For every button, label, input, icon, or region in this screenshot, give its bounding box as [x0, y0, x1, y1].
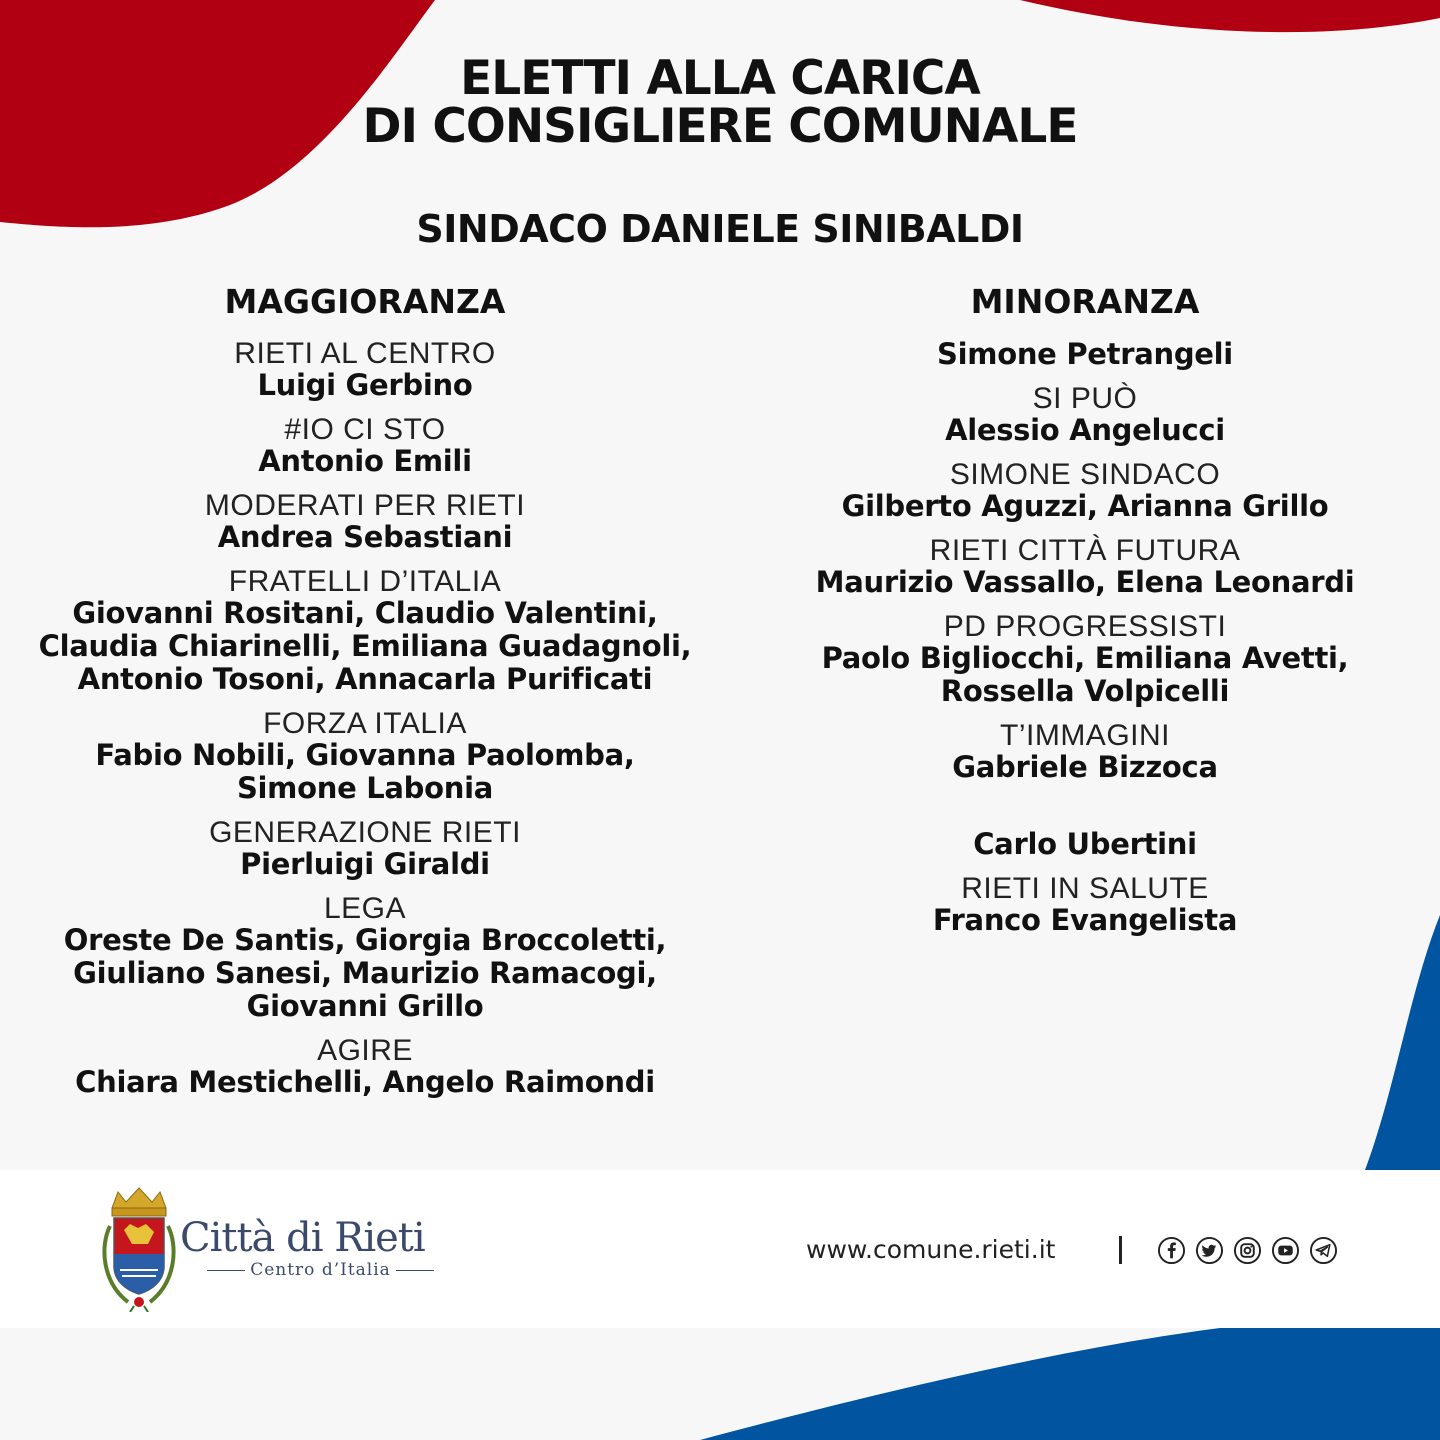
youtube-icon[interactable]: [1271, 1236, 1300, 1265]
minority-group: [800, 720, 1370, 784]
majority-heading: MAGGIORANZA: [224, 282, 506, 321]
facebook-icon[interactable]: [1157, 1236, 1186, 1265]
councillor-names: Gilberto Aguzzi, Arianna Grillo: [841, 489, 1329, 523]
mayor-heading: SINDACO DANIELE SINIBALDI: [416, 207, 1024, 251]
majority-group: [20, 817, 710, 881]
majority-column: [20, 282, 710, 1111]
title-line-1: ELETTI ALLA CARICA: [460, 51, 980, 106]
majority-group: [20, 893, 710, 1023]
councillor-names: Antonio Emili: [258, 444, 472, 478]
councillor-names: Alessio Angelucci: [945, 413, 1225, 447]
councillor-names: Luigi Gerbino: [257, 368, 473, 402]
party-name: RIETI CITTÀ FUTURA: [929, 534, 1241, 567]
councillor-names: Fabio Nobili, Giovanna Paolomba, Simone Labonia: [95, 738, 635, 805]
party-name: T’IMMAGINI: [1000, 719, 1170, 752]
minority-candidate: [800, 828, 1370, 861]
councillor-names: Maurizio Vassallo, Elena Leonardi: [815, 565, 1355, 599]
candidate-name: Carlo Ubertini: [973, 827, 1197, 861]
party-name: LEGA: [323, 892, 407, 925]
coat-of-arms-icon: [98, 1186, 180, 1312]
majority-group: [20, 490, 710, 554]
website-link[interactable]: www.comune.rieti.it: [806, 1235, 1056, 1264]
councillor-names: Oreste De Santis, Giorgia Broccoletti, Giuliano Sanesi, Maurizio Ramacogi, Giovanni Grillo: [63, 923, 667, 1023]
councillor-names: Franco Evangelista: [932, 903, 1238, 937]
party-name: AGIRE: [317, 1034, 413, 1067]
minority-group: [800, 873, 1370, 937]
majority-group: [20, 566, 710, 696]
party-name: RIETI AL CENTRO: [234, 337, 496, 370]
telegram-icon[interactable]: [1309, 1236, 1338, 1265]
minority-group: [800, 459, 1370, 523]
minority-group: [800, 611, 1370, 708]
divider: [1119, 1236, 1122, 1264]
party-name: MODERATI PER RIETI: [204, 489, 526, 522]
councillor-names: Paolo Bigliocchi, Emiliana Avetti, Rossella Volpicelli: [821, 641, 1349, 708]
minority-group: [800, 383, 1370, 447]
councillor-names: Andrea Sebastiani: [217, 520, 513, 554]
majority-group: [20, 414, 710, 478]
title-line-2: DI CONSIGLIERE COMUNALE: [362, 99, 1078, 154]
party-name: FRATELLI D’ITALIA: [228, 565, 502, 598]
minority-group: [800, 535, 1370, 599]
minority-candidate: [800, 338, 1370, 371]
party-name: RIETI IN SALUTE: [961, 872, 1209, 905]
city-subtitle: Centro d’Italia: [188, 1260, 453, 1280]
party-name: PD PROGRESSISTI: [943, 610, 1227, 643]
city-logo[interactable]: [98, 1186, 478, 1316]
majority-group: [20, 1035, 710, 1099]
party-name: FORZA ITALIA: [263, 707, 467, 740]
councillor-names: Chiara Mestichelli, Angelo Raimondi: [75, 1065, 655, 1099]
councillor-names: Gabriele Bizzoca: [952, 750, 1218, 784]
minority-heading: MINORANZA: [970, 282, 1200, 321]
candidate-name: Simone Petrangeli: [937, 337, 1233, 371]
social-icons: [1157, 1236, 1338, 1266]
minority-column: [800, 282, 1370, 949]
party-name: SIMONE SINDACO: [949, 458, 1221, 491]
majority-group: [20, 708, 710, 805]
page-title: [0, 51, 1440, 154]
city-name: Città di Rieti: [180, 1215, 425, 1261]
councillor-names: Pierluigi Giraldi: [240, 847, 490, 881]
twitter-icon[interactable]: [1195, 1236, 1224, 1265]
party-name: GENERAZIONE RIETI: [209, 816, 521, 849]
majority-group: [20, 338, 710, 402]
councillor-names: Giovanni Rositani, Claudio Valentini, Claudia Chiarinelli, Emiliana Guadagnoli, Antonio Tosoni, Annacarla Purificati: [38, 596, 692, 696]
instagram-icon[interactable]: [1233, 1236, 1262, 1265]
party-name: SI PUÒ: [1032, 382, 1138, 415]
party-name: #IO CI STO: [284, 413, 446, 446]
